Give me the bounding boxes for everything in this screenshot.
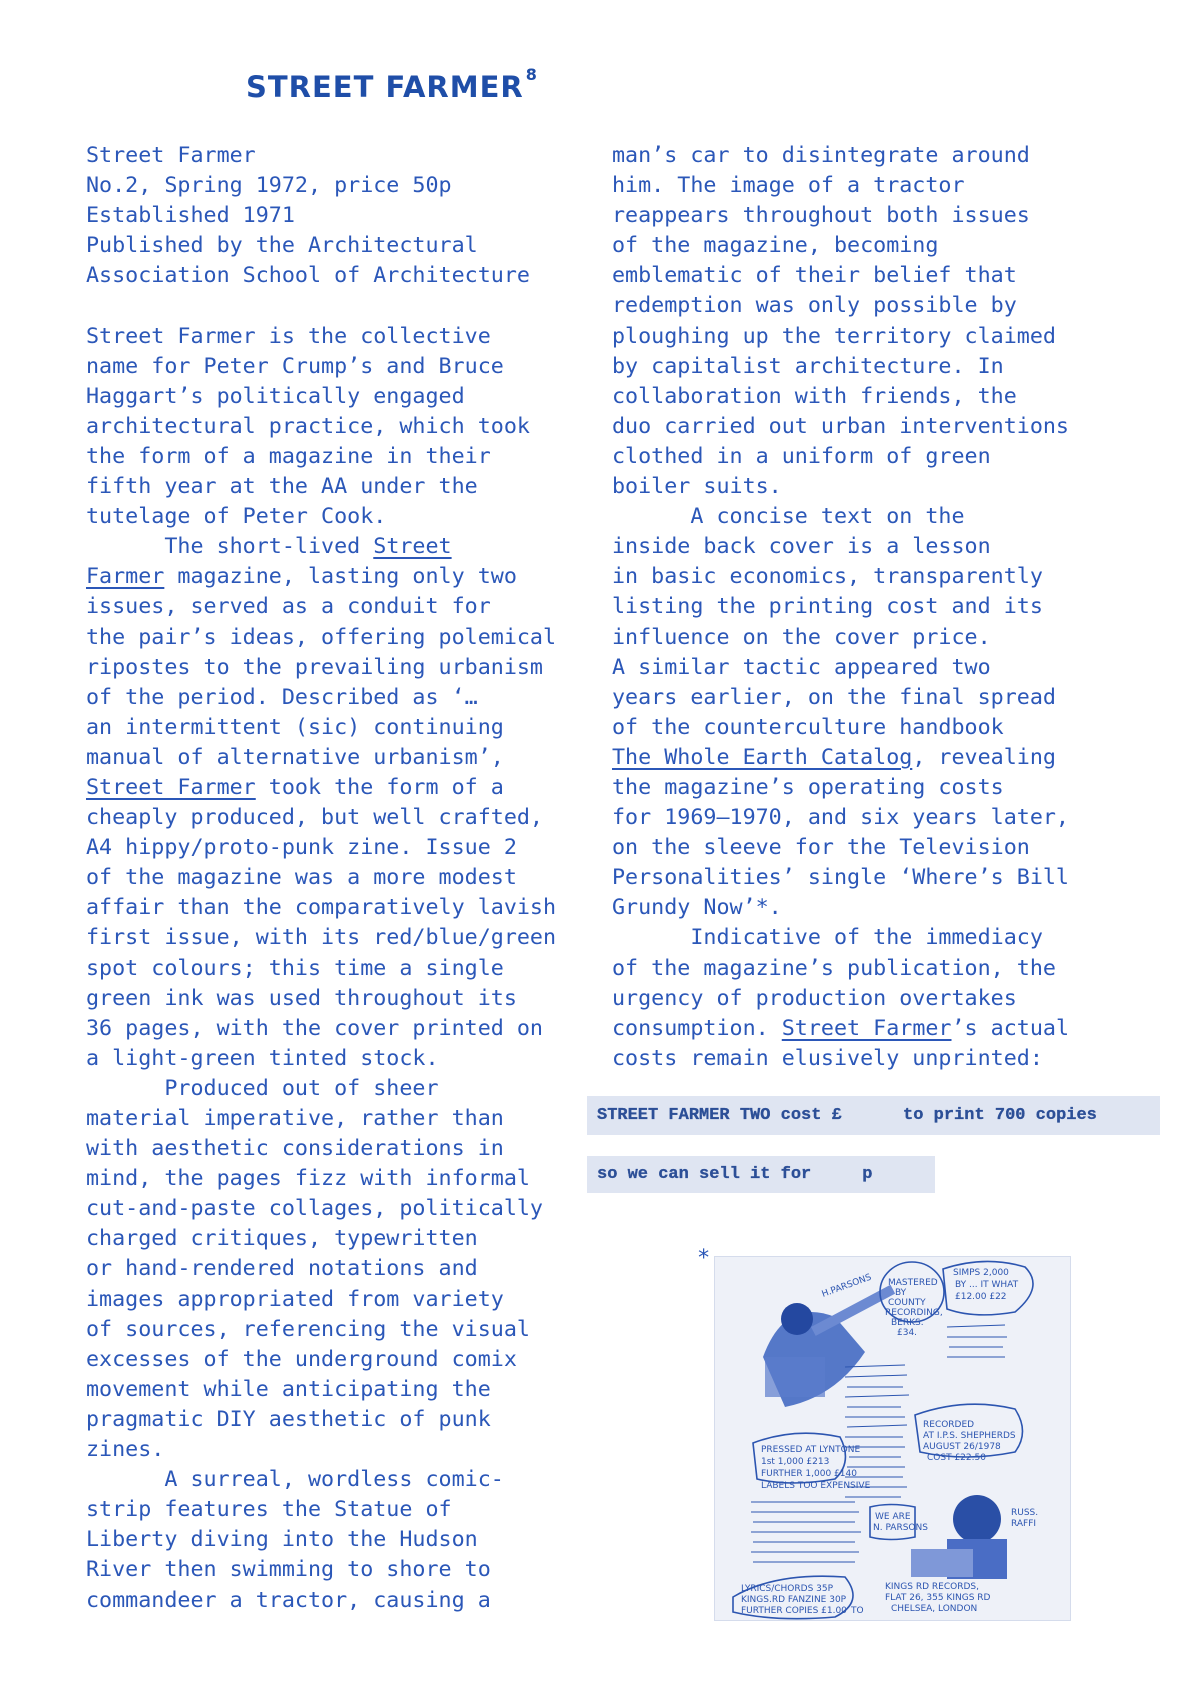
text-line xyxy=(86,743,556,773)
text-segment: of the period. Described as ‘… xyxy=(86,684,478,710)
svg-text:PRESSED AT LYNTONE: PRESSED AT LYNTONE xyxy=(761,1445,861,1455)
text-line xyxy=(86,1586,556,1616)
svg-text:N. PARSONS: N. PARSONS xyxy=(873,1523,928,1533)
text-segment: urgency of production overtakes xyxy=(612,985,1017,1011)
text-segment: issues, served as a conduit for xyxy=(86,594,491,620)
text-line xyxy=(612,833,1069,863)
svg-text:CHELSEA, LONDON: CHELSEA, LONDON xyxy=(891,1604,978,1614)
text-segment: boiler suits. xyxy=(612,474,782,500)
text-segment: or hand-rendered notations and xyxy=(86,1256,478,1282)
text-line xyxy=(612,1014,1069,1044)
text-segment: commandeer a tractor, causing a xyxy=(86,1587,491,1613)
text-line xyxy=(86,1134,556,1164)
svg-text:FURTHER 1,000 £140: FURTHER 1,000 £140 xyxy=(761,1469,857,1479)
text-segment: strip features the Statue of xyxy=(86,1497,452,1523)
svg-text:AT I.P.S. SHEPHERDS: AT I.P.S. SHEPHERDS xyxy=(923,1431,1016,1441)
text-segment: him. The image of a tractor xyxy=(612,173,965,199)
text-line xyxy=(86,713,556,743)
text-segment: inside back cover is a lesson xyxy=(612,534,991,560)
text-segment: a light-green tinted stock. xyxy=(86,1045,439,1071)
svg-text:KINGS RD RECORDS,: KINGS RD RECORDS, xyxy=(885,1582,979,1592)
guitarist-photo xyxy=(763,1285,895,1407)
text-segment: Street Farmer is the collective xyxy=(86,323,491,349)
text-segment: clothed in a uniform of green xyxy=(612,443,991,469)
text-line xyxy=(86,1315,556,1345)
text-segment: Published by the Architectural xyxy=(86,233,478,259)
text-segment: of the counterculture handbook xyxy=(612,714,1004,740)
text-line xyxy=(612,923,1069,953)
text-segment: River then swimming to shore to xyxy=(86,1557,491,1583)
text-line xyxy=(86,1495,556,1525)
text-line xyxy=(86,773,556,803)
text-line xyxy=(86,863,556,893)
text-line xyxy=(612,773,1069,803)
text-line xyxy=(612,803,1069,833)
text-line xyxy=(86,171,556,201)
text-line xyxy=(86,803,556,833)
text-line xyxy=(86,1345,556,1375)
text-line xyxy=(612,442,1069,472)
svg-text:RECORDING,: RECORDING, xyxy=(885,1308,943,1318)
text-segment: No.2, Spring 1972, price 50p xyxy=(86,173,452,199)
text-line xyxy=(612,201,1069,231)
underlined-title: The Whole Earth Catalog xyxy=(612,744,913,770)
left-column xyxy=(86,141,556,1616)
text-line xyxy=(612,261,1069,291)
text-line xyxy=(86,833,556,863)
underlined-title: Street Farmer xyxy=(86,774,256,800)
svg-text:£12.00 £22: £12.00 £22 xyxy=(955,1292,1007,1302)
text-segment: cheaply produced, but well crafted, xyxy=(86,805,543,831)
text-segment: A concise text on the xyxy=(612,504,965,530)
text-segment: of sources, referencing the visual xyxy=(86,1316,530,1342)
svg-text:£34.: £34. xyxy=(897,1328,918,1338)
text-segment: by capitalist architecture. In xyxy=(612,353,1004,379)
text-segment: the pair’s ideas, offering polemical xyxy=(86,624,557,650)
text-line xyxy=(612,954,1069,984)
underlined-title: Farmer xyxy=(86,564,165,590)
sleeve-collage xyxy=(715,1257,1072,1622)
text-line xyxy=(86,893,556,923)
text-segment: A4 hippy/proto-punk zine. Issue 2 xyxy=(86,835,517,861)
text-segment: ripostes to the prevailing urbanism xyxy=(86,654,543,680)
svg-text:KINGS.RD FANZINE 30P: KINGS.RD FANZINE 30P xyxy=(741,1595,847,1605)
text-segment: affair than the comparatively lavish xyxy=(86,895,557,921)
text-segment: Haggart’s politically engaged xyxy=(86,383,465,409)
text-line xyxy=(86,592,556,622)
svg-text:FURTHER COPIES £1.00: FURTHER COPIES £1.00 xyxy=(741,1606,847,1616)
svg-text:BY ... IT WHAT: BY ... IT WHAT xyxy=(955,1280,1019,1290)
text-line xyxy=(612,562,1069,592)
text-segment: spot colours; this time a single xyxy=(86,955,504,981)
text-segment: Street Farmer xyxy=(86,143,256,168)
text-segment: Liberty diving into the Hudson xyxy=(86,1527,478,1553)
text-line xyxy=(86,472,556,502)
text-segment: of the magazine’s publication, the xyxy=(612,955,1056,981)
typewritten-cost-line: STREET FARMER TWO cost £ to print 700 copies xyxy=(587,1096,1160,1135)
text-segment: cut-and-paste collages, politically xyxy=(86,1196,543,1222)
text-segment: A similar tactic appeared two xyxy=(612,654,991,680)
svg-text:BERKS.: BERKS. xyxy=(891,1318,924,1328)
svg-text:AUGUST 26/1978: AUGUST 26/1978 xyxy=(923,1442,1001,1452)
text-line xyxy=(86,1375,556,1405)
svg-text:BY: BY xyxy=(895,1288,907,1298)
text-segment: name for Peter Crump’s and Bruce xyxy=(86,353,504,379)
text-line xyxy=(86,231,556,261)
singer-photo xyxy=(911,1495,1007,1579)
text-line xyxy=(86,532,556,562)
text-line xyxy=(86,1074,556,1104)
text-line xyxy=(612,532,1069,562)
text-line xyxy=(612,713,1069,743)
text-segment: ’s actual xyxy=(951,1015,1070,1041)
text-line xyxy=(86,1405,556,1435)
svg-text:RUSS.: RUSS. xyxy=(1011,1508,1039,1518)
text-segment: redemption was only possible by xyxy=(612,293,1017,319)
text-line xyxy=(612,592,1069,622)
svg-text:RAFFI: RAFFI xyxy=(1011,1519,1037,1529)
text-line xyxy=(86,653,556,683)
text-line xyxy=(86,623,556,653)
text-line xyxy=(612,502,1069,532)
text-line xyxy=(86,923,556,953)
right-column xyxy=(612,141,1069,1074)
text-line xyxy=(86,382,556,412)
text-line xyxy=(86,1014,556,1044)
text-line xyxy=(612,743,1069,773)
text-segment: images appropriated from variety xyxy=(86,1286,504,1312)
text-line xyxy=(86,683,556,713)
text-line xyxy=(86,412,556,442)
footnote-marker: * xyxy=(697,1246,711,1271)
text-segment: of the magazine, becoming xyxy=(612,233,939,259)
svg-text:LYRICS/CHORDS 35P: LYRICS/CHORDS 35P xyxy=(741,1584,834,1594)
text-segment: Grundy Now’*. xyxy=(612,895,782,921)
text-segment: fifth year at the AA under the xyxy=(86,474,478,500)
text-segment: years earlier, on the final spread xyxy=(612,684,1056,710)
text-line xyxy=(612,412,1069,442)
text-line xyxy=(86,141,556,171)
text-segment: material imperative, rather than xyxy=(86,1106,504,1131)
text-line xyxy=(612,653,1069,683)
text-segment: Produced out of sheer xyxy=(86,1075,439,1101)
svg-text:COST £22.50: COST £22.50 xyxy=(927,1453,986,1463)
page-title: STREET FARMER $^8$ xyxy=(246,65,538,104)
svg-text:SIMPS 2,000: SIMPS 2,000 xyxy=(953,1268,1009,1278)
svg-text:LABELS TOO EXPENSIVE: LABELS TOO EXPENSIVE xyxy=(761,1481,871,1491)
text-segment: zines. xyxy=(86,1437,165,1463)
text-segment: 36 pages, with the cover printed on xyxy=(86,1015,543,1041)
text-segment: movement while anticipating the xyxy=(86,1376,491,1402)
text-line xyxy=(86,1435,556,1465)
text-segment: the form of a magazine in their xyxy=(86,443,491,469)
text-segment: pragmatic DIY aesthetic of punk xyxy=(86,1406,491,1432)
svg-text:1st 1,000 £213: 1st 1,000 £213 xyxy=(761,1457,830,1467)
text-segment: first issue, with its red/blue/green xyxy=(86,925,557,951)
text-segment: excesses of the underground comix xyxy=(86,1346,517,1372)
text-segment: took the form of a xyxy=(255,774,504,800)
text-segment: consumption. xyxy=(612,1015,782,1041)
typewritten-price-line: so we can sell it for p xyxy=(587,1156,935,1193)
text-line xyxy=(86,954,556,984)
text-line xyxy=(612,623,1069,653)
text-line xyxy=(86,1194,556,1224)
text-line xyxy=(86,261,556,291)
svg-text:TO: TO xyxy=(851,1606,864,1616)
text-line xyxy=(86,1254,556,1284)
text-line xyxy=(86,984,556,1014)
text-segment: The short-lived xyxy=(86,534,374,560)
text-line xyxy=(612,382,1069,412)
text-line xyxy=(612,683,1069,713)
text-line xyxy=(612,893,1069,923)
text-segment: ploughing up the territory claimed xyxy=(612,323,1056,349)
text-segment: charged critiques, typewritten xyxy=(86,1226,478,1252)
text-segment: listing the printing cost and its xyxy=(612,594,1043,620)
underlined-title: Street xyxy=(373,534,452,560)
text-line xyxy=(86,1555,556,1585)
text-line xyxy=(86,322,556,352)
underlined-title: Street Farmer xyxy=(781,1015,952,1041)
text-line xyxy=(612,1044,1069,1074)
text-segment: an intermittent (sic) continuing xyxy=(86,714,504,740)
title-superscript: 8 xyxy=(525,65,538,85)
text-segment: mind, the pages fizz with informal xyxy=(86,1166,530,1192)
text-segment: Personalities’ single ‘Where’s Bill xyxy=(612,865,1069,891)
text-line xyxy=(86,1465,556,1495)
text-segment: A surreal, wordless comic- xyxy=(86,1467,504,1493)
text-segment: with aesthetic considerations in xyxy=(86,1136,504,1162)
text-line xyxy=(86,291,556,321)
record-sleeve-image xyxy=(714,1256,1071,1621)
text-line xyxy=(612,863,1069,893)
svg-text:WE ARE: WE ARE xyxy=(875,1512,911,1522)
text-segment: tutelage of Peter Cook. xyxy=(86,504,387,530)
text-line xyxy=(86,1224,556,1254)
svg-text:FLAT 26, 355 KINGS RD: FLAT 26, 355 KINGS RD xyxy=(885,1593,991,1603)
text-line xyxy=(612,171,1069,201)
svg-text:MASTERED: MASTERED xyxy=(888,1278,938,1288)
text-segment: emblematic of their belief that xyxy=(612,263,1017,289)
text-segment: collaboration with friends, the xyxy=(612,383,1017,409)
text-segment: costs remain elusively unprinted: xyxy=(612,1045,1043,1071)
text-line xyxy=(612,291,1069,321)
text-line xyxy=(612,322,1069,352)
svg-text:RECORDED: RECORDED xyxy=(923,1420,975,1430)
text-line xyxy=(86,442,556,472)
text-segment: influence on the cover price. xyxy=(612,624,991,650)
text-line xyxy=(86,1044,556,1074)
note-name: H.PARSONS xyxy=(820,1272,873,1300)
text-segment: of the magazine was a more modest xyxy=(86,865,517,891)
text-line xyxy=(86,562,556,592)
text-segment: Indicative of the immediacy xyxy=(612,925,1043,951)
text-segment: Association School of Architecture xyxy=(86,263,530,289)
text-segment: architectural practice, which took xyxy=(86,413,530,439)
text-segment: , revealing xyxy=(912,744,1056,770)
text-line xyxy=(612,231,1069,261)
text-segment: in basic economics, transparently xyxy=(612,564,1043,590)
text-line xyxy=(86,352,556,382)
svg-text:COUNTY: COUNTY xyxy=(888,1298,926,1308)
text-segment: reappears throughout both issues xyxy=(612,203,1030,229)
text-line xyxy=(612,352,1069,382)
text-line xyxy=(612,141,1069,171)
text-segment: magazine, lasting only two xyxy=(164,564,517,590)
text-line xyxy=(612,984,1069,1014)
text-segment: man’s car to disintegrate around xyxy=(612,143,1030,168)
text-line xyxy=(86,502,556,532)
text-line xyxy=(86,201,556,231)
text-line xyxy=(86,1525,556,1555)
text-segment: green ink was used throughout its xyxy=(86,985,517,1011)
text-line xyxy=(86,1285,556,1315)
text-segment: manual of alternative urbanism’, xyxy=(86,744,504,770)
text-segment: for 1969–1970, and six years later, xyxy=(612,805,1069,831)
text-segment: the magazine’s operating costs xyxy=(612,774,1004,800)
text-segment: on the sleeve for the Television xyxy=(612,835,1030,861)
text-segment: duo carried out urban interventions xyxy=(612,413,1069,439)
text-line xyxy=(612,472,1069,502)
text-line xyxy=(86,1164,556,1194)
text-line xyxy=(86,1104,556,1134)
text-segment: Established 1971 xyxy=(86,203,295,229)
